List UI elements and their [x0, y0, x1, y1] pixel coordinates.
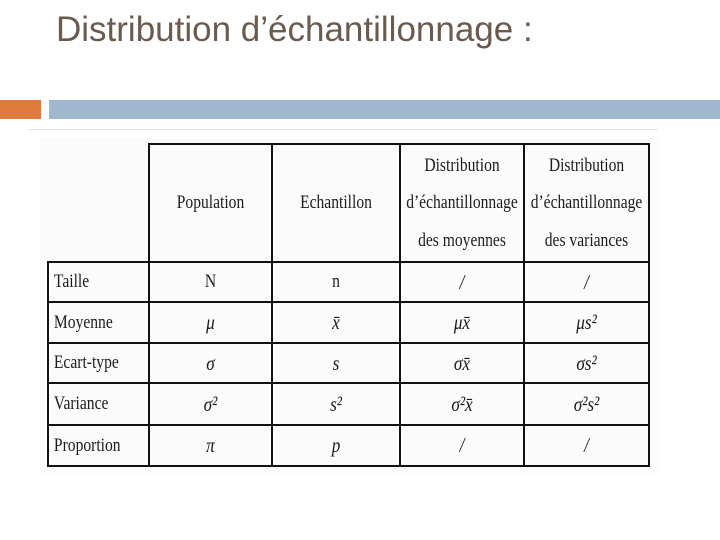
cell-ecart-type-echantillon: s	[332, 350, 340, 375]
cell-proportion-echantillon: p	[331, 433, 341, 458]
cell-moyenne-echantillon: x̄	[332, 310, 340, 335]
row-label-ecart-type: Ecart-type	[53, 352, 119, 374]
row-label-variance: Variance	[53, 393, 109, 415]
header-dist-moyennes: Distribution d’échantillonnage des moyennes	[406, 155, 518, 251]
table-border-bottom	[47, 465, 650, 467]
table-border-col2	[271, 143, 273, 467]
cell-taille-dist-moyennes: /	[459, 269, 465, 294]
row-label-taille: Taille	[53, 271, 90, 293]
accent-bar-blue	[49, 100, 720, 119]
cell-variance-echantillon: s²	[330, 391, 342, 416]
header-population: Population	[176, 192, 245, 214]
header-echantillon: Echantillon	[300, 192, 372, 214]
divider-line	[28, 129, 658, 130]
row-label-moyenne: Moyenne	[53, 311, 113, 333]
cell-proportion-dist-moyennes: /	[459, 433, 465, 458]
cell-ecart-type-population: σ	[206, 350, 215, 375]
cell-moyenne-dist-variances: μs²	[576, 310, 597, 335]
cell-variance-dist-variances: σ²s²	[573, 391, 600, 416]
table-border-header-left	[148, 143, 150, 467]
accent-bar-orange	[0, 100, 41, 119]
cell-moyenne-population: μ	[206, 310, 215, 335]
table-border-right	[648, 143, 650, 467]
table-border-col3	[399, 143, 401, 467]
cell-taille-population: N	[204, 271, 217, 293]
cell-ecart-type-dist-moyennes: σx̄	[453, 350, 471, 375]
cell-proportion-dist-variances: /	[584, 433, 589, 458]
cell-moyenne-dist-moyennes: μx̄	[453, 310, 471, 335]
cell-taille-echantillon: n	[332, 271, 340, 293]
cell-proportion-population: π	[206, 433, 215, 458]
cell-ecart-type-dist-variances: σs²	[576, 350, 597, 375]
table-border-col4	[523, 143, 525, 467]
cell-variance-population: σ²	[203, 391, 218, 416]
header-dist-variances: Distribution d’échantillonnage des variances	[530, 155, 643, 251]
slide-title: Distribution d’échantillonnage :	[56, 10, 533, 49]
cell-taille-dist-variances: /	[584, 269, 589, 294]
row-label-proportion: Proportion	[53, 434, 121, 456]
distribution-table	[40, 138, 660, 473]
cell-variance-dist-moyennes: σ²x̄	[451, 391, 473, 416]
